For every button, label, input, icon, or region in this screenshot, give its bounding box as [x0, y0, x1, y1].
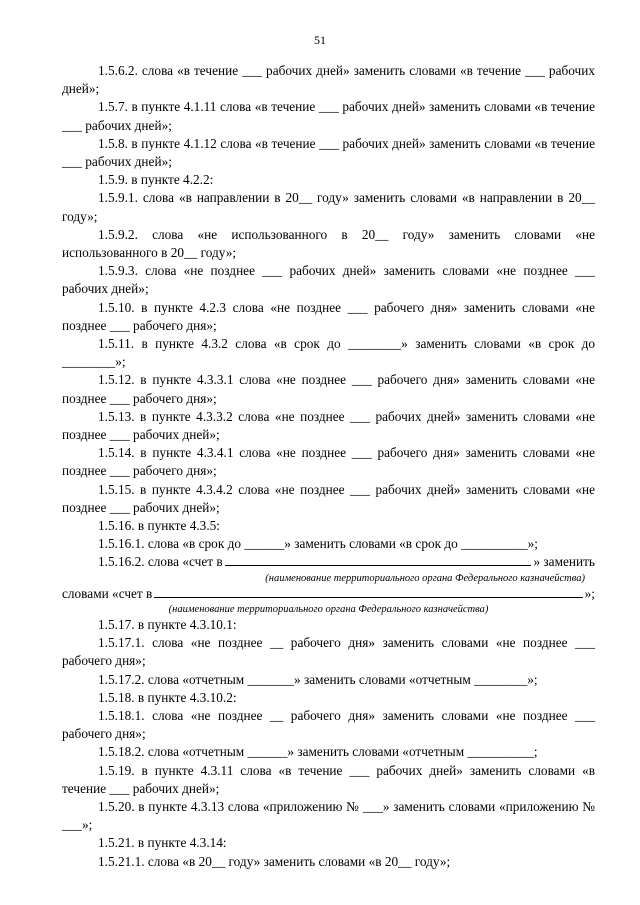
paragraph: 1.5.16.1. слова «в срок до ______» заменить словами «в срок до __________»;: [98, 536, 538, 552]
blank-line: [225, 553, 532, 566]
paragraph: 1.5.17.1. слова «не позднее __ рабочего дня» заменить словами «не позднее ___ рабочего дня»;: [62, 635, 595, 669]
paragraph: 1.5.19. в пункте 4.3.11 слова «в течение ___ рабочих дней» заменить словами «в течение ___ рабочих дней»;: [62, 762, 595, 796]
paragraph: 1.5.9.2. слова «не использованного в 20__ году» заменить словами «не использованного в 20__ году»;: [62, 226, 595, 261]
paragraph: 1.5.17.2. слова «отчетным _______» заменить словами «отчетным ________»;: [98, 671, 538, 687]
paragraph: 1.5.8. в пункте 4.1.12 слова «в течение ___ рабочих дней» заменить словами «в течение ___ рабочих дней»;: [62, 135, 595, 170]
treasury-suffix: » заменить: [533, 554, 595, 570]
paragraph: 1.5.14. в пункте 4.3.4.1 слова «не позднее ___ рабочего дня» заменить словами «не позднее ___ рабочего дня»;: [62, 445, 595, 479]
paragraph: 1.5.20. в пункте 4.3.13 слова «приложению № ___» заменить словами «приложению № ___»;: [62, 798, 595, 833]
paragraph: 1.5.15. в пункте 4.3.4.2 слова «не позднее ___ рабочих дней» заменить словами «не позднее ___ рабочих дней»;: [62, 481, 595, 515]
paragraph: 1.5.10. в пункте 4.2.3 слова «не позднее ___ рабочего дня» заменить словами «не позднее ___ рабочего дня»;: [62, 299, 595, 333]
paragraph-treasury-line: [62, 553, 595, 571]
blank-line: [154, 585, 582, 598]
treasury-prefix-2: словами «счет в: [62, 585, 153, 601]
paragraph: 1.5.7. в пункте 4.1.11 слова «в течение ___ рабочих дней» заменить словами «в течение ___ рабочих дней»;: [62, 99, 595, 133]
paragraph: 1.5.9.1. слова «в направлении в 20__ году» заменить словами «в направлении в 20__ году»;: [62, 190, 595, 224]
paragraph: 1.5.9. в пункте 4.2.2:: [98, 172, 214, 188]
paragraph: 1.5.21.1. слова «в 20__ году» заменить словами «в 20__ году»;: [98, 853, 451, 869]
treasury-prefix: 1.5.16.2. слова «счет в: [98, 554, 223, 570]
paragraph: 1.5.21. в пункте 4.3.14:: [98, 835, 227, 851]
paragraph: 1.5.9.3. слова «не позднее ___ рабочих дней» заменить словами «не позднее ___ рабочих дней»;: [62, 263, 595, 297]
page-number: 51: [314, 33, 326, 47]
footnote-caption: (наименование территориального органа Федерального казначейства): [168, 603, 489, 615]
paragraph: 1.5.17. в пункте 4.3.10.1:: [98, 616, 237, 632]
paragraph-treasury-line-2: [62, 585, 595, 603]
paragraph: 1.5.6.2. слова «в течение ___ рабочих дней» заменить словами «в течение ___ рабочих дней»;: [62, 63, 595, 97]
paragraph: 1.5.13. в пункте 4.3.3.2 слова «не позднее ___ рабочих дней» заменить словами «не позднее ___ рабочих дней»;: [62, 408, 595, 443]
document-body: [62, 62, 595, 871]
paragraph: 1.5.12. в пункте 4.3.3.1 слова «не позднее ___ рабочего дня» заменить словами «не позднее ___ рабочего дня»;: [62, 372, 595, 406]
footnote-caption: (наименование территориального органа Федерального казначейства): [265, 572, 585, 584]
paragraph: 1.5.18. в пункте 4.3.10.2:: [98, 689, 237, 705]
paragraph: 1.5.16. в пункте 4.3.5:: [98, 518, 220, 534]
paragraph: 1.5.18.1. слова «не позднее __ рабочего дня» заменить словами «не позднее ___ рабочего дня»;: [62, 707, 595, 742]
paragraph: 1.5.11. в пункте 4.3.2 слова «в срок до ________» заменить словами «в срок до ________»;: [62, 336, 595, 370]
paragraph: 1.5.18.2. слова «отчетным ______» заменить словами «отчетным __________;: [98, 744, 538, 760]
treasury-suffix-2: »;: [584, 585, 595, 601]
